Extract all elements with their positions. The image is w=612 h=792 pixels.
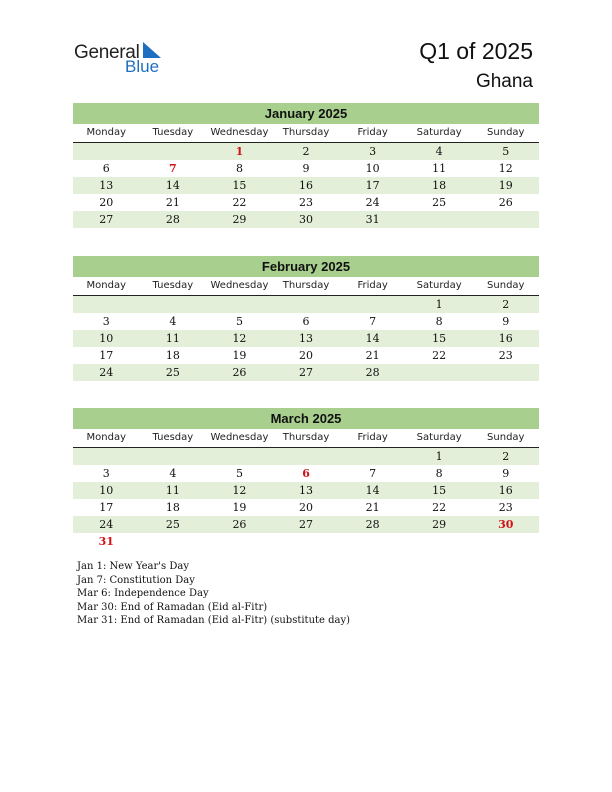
day-cell: 8 <box>435 467 443 480</box>
day-cell: 2 <box>502 298 510 311</box>
weekday-label: Monday <box>86 432 127 443</box>
page-title: Q1 of 2025 <box>419 38 533 64</box>
weekday-header-row <box>73 277 539 296</box>
week-row <box>73 516 539 533</box>
logo-general-text: General <box>74 42 140 63</box>
day-cell: 1 <box>235 145 244 158</box>
day-cell: 15 <box>432 332 447 345</box>
week-row <box>73 347 539 364</box>
week-row <box>73 313 539 330</box>
day-cell: 22 <box>432 349 447 362</box>
day-cell: 21 <box>365 349 380 362</box>
month-title: February 2025 <box>73 256 539 277</box>
day-cell: 9 <box>302 162 310 175</box>
day-cell <box>206 296 273 313</box>
day-cell: 8 <box>435 315 443 328</box>
week-row <box>73 177 539 194</box>
day-cell: 8 <box>235 162 243 175</box>
day-cell <box>73 143 140 160</box>
day-cell <box>140 143 207 160</box>
day-cell <box>73 296 140 313</box>
day-cell: 27 <box>99 213 114 226</box>
month-title: March 2025 <box>73 408 539 429</box>
day-cell: 23 <box>299 196 314 209</box>
day-cell: 5 <box>502 145 510 158</box>
week-row <box>73 296 539 313</box>
day-cell: 3 <box>102 467 110 480</box>
day-cell: 7 <box>369 467 377 480</box>
day-cell <box>73 448 140 465</box>
week-row <box>73 143 539 160</box>
day-cell: 6 <box>302 467 310 480</box>
weekday-label: Saturday <box>416 432 462 443</box>
week-row <box>73 194 539 211</box>
day-cell: 3 <box>369 145 377 158</box>
weekday-header-row <box>73 124 539 143</box>
logo <box>74 40 174 80</box>
week-row <box>73 364 539 381</box>
day-cell: 13 <box>299 484 314 497</box>
weekday-label: Wednesday <box>210 432 269 443</box>
day-cell: 25 <box>165 366 180 379</box>
day-cell: 26 <box>232 518 247 531</box>
day-cell: 21 <box>365 501 380 514</box>
day-cell <box>339 533 406 550</box>
day-cell <box>206 448 273 465</box>
country-name: Ghana <box>475 71 533 92</box>
weekday-label: Friday <box>357 432 388 443</box>
day-cell: 1 <box>435 298 443 311</box>
day-cell: 13 <box>99 179 114 192</box>
day-cell: 26 <box>232 366 247 379</box>
day-cell: 1 <box>435 450 443 463</box>
day-cell: 24 <box>365 196 380 209</box>
day-cell: 12 <box>232 484 247 497</box>
day-cell <box>406 364 473 381</box>
holiday-note: Jan 1: New Year's Day <box>77 561 189 572</box>
day-cell: 15 <box>232 179 247 192</box>
day-cell: 11 <box>165 484 180 497</box>
day-cell: 28 <box>165 213 180 226</box>
day-cell: 7 <box>369 315 377 328</box>
day-cell: 27 <box>299 518 314 531</box>
logo-blue-text: Blue <box>125 57 160 76</box>
day-cell: 2 <box>502 450 510 463</box>
day-cell: 31 <box>98 535 114 548</box>
holiday-note: Mar 31: End of Ramadan (Eid al-Fitr) (substitute day) <box>77 615 351 627</box>
weekday-label: Sunday <box>487 127 525 138</box>
day-cell: 3 <box>102 315 110 328</box>
day-cell <box>472 211 539 228</box>
day-cell <box>406 211 473 228</box>
week-row <box>73 482 539 499</box>
weekday-label: Monday <box>86 280 127 291</box>
day-cell: 29 <box>432 518 447 531</box>
day-cell: 28 <box>365 518 380 531</box>
day-cell <box>206 533 273 550</box>
weekday-label: Tuesday <box>152 432 194 443</box>
day-cell: 19 <box>232 501 247 514</box>
day-cell: 23 <box>498 501 513 514</box>
weekday-label: Thursday <box>282 432 330 443</box>
day-cell <box>273 296 340 313</box>
weekday-label: Sunday <box>487 280 525 291</box>
day-cell: 14 <box>365 484 380 497</box>
day-cell: 17 <box>99 501 114 514</box>
day-cell: 24 <box>99 518 114 531</box>
day-cell: 20 <box>99 196 114 209</box>
day-cell: 24 <box>99 366 114 379</box>
day-cell <box>140 533 207 550</box>
weekday-label: Tuesday <box>152 280 194 291</box>
day-cell: 19 <box>498 179 513 192</box>
day-cell: 30 <box>299 213 314 226</box>
holiday-note: Mar 30: End of Ramadan (Eid al-Fitr) <box>77 601 268 613</box>
day-cell <box>472 533 539 550</box>
day-cell: 22 <box>432 501 447 514</box>
day-cell: 18 <box>165 501 180 514</box>
day-cell: 12 <box>232 332 247 345</box>
day-cell: 30 <box>498 518 514 531</box>
day-cell: 14 <box>365 332 380 345</box>
weekday-label: Saturday <box>416 127 462 138</box>
day-cell: 7 <box>169 162 177 175</box>
day-cell: 5 <box>235 467 243 480</box>
weekday-label: Thursday <box>282 127 330 138</box>
day-cell: 23 <box>498 349 513 362</box>
day-cell: 10 <box>99 332 114 345</box>
month-title: January 2025 <box>73 103 539 124</box>
week-row <box>73 448 539 465</box>
holiday-note: Mar 6: Independence Day <box>77 588 209 600</box>
day-cell: 9 <box>502 467 510 480</box>
day-cell: 28 <box>365 366 380 379</box>
day-cell: 25 <box>432 196 447 209</box>
day-cell: 16 <box>498 484 513 497</box>
day-cell: 11 <box>165 332 180 345</box>
week-row <box>73 160 539 177</box>
day-cell <box>140 448 207 465</box>
day-cell: 9 <box>502 315 510 328</box>
day-cell: 15 <box>432 484 447 497</box>
week-row <box>73 465 539 482</box>
week-row <box>73 211 539 228</box>
weekday-label: Tuesday <box>152 127 194 138</box>
day-cell: 31 <box>365 213 380 226</box>
day-cell: 4 <box>435 145 443 158</box>
weekday-label: Friday <box>357 127 388 138</box>
week-row <box>73 330 539 347</box>
day-cell: 6 <box>302 315 310 328</box>
day-cell: 21 <box>165 196 180 209</box>
day-cell <box>273 533 340 550</box>
day-cell <box>140 296 207 313</box>
day-cell: 19 <box>232 349 247 362</box>
weekday-label: Wednesday <box>210 280 269 291</box>
day-cell: 4 <box>169 315 177 328</box>
day-cell: 29 <box>232 213 247 226</box>
day-cell: 22 <box>232 196 247 209</box>
month-calendar-january <box>73 103 539 228</box>
week-row <box>73 533 539 550</box>
day-cell <box>472 364 539 381</box>
day-cell: 18 <box>165 349 180 362</box>
month-calendar-february <box>73 256 539 381</box>
day-cell: 16 <box>498 332 513 345</box>
day-cell: 18 <box>432 179 447 192</box>
month-calendar-march <box>73 408 539 550</box>
day-cell: 13 <box>299 332 314 345</box>
day-cell: 26 <box>498 196 513 209</box>
day-cell: 12 <box>498 162 513 175</box>
day-cell: 4 <box>169 467 177 480</box>
day-cell <box>406 533 473 550</box>
weekday-header-row <box>73 429 539 448</box>
weekday-label: Monday <box>86 127 127 138</box>
weekday-label: Saturday <box>416 280 462 291</box>
day-cell: 17 <box>99 349 114 362</box>
holiday-note: Jan 7: Constitution Day <box>77 574 195 586</box>
weekday-label: Thursday <box>282 280 330 291</box>
day-cell <box>273 448 340 465</box>
weekday-label: Sunday <box>487 432 525 443</box>
day-cell: 2 <box>302 145 310 158</box>
day-cell: 14 <box>165 179 180 192</box>
day-cell: 27 <box>299 366 314 379</box>
day-cell: 6 <box>102 162 110 175</box>
day-cell: 10 <box>99 484 114 497</box>
day-cell: 10 <box>365 162 380 175</box>
day-cell: 11 <box>432 162 447 175</box>
day-cell: 20 <box>299 501 314 514</box>
day-cell: 16 <box>299 179 314 192</box>
holiday-notes <box>77 560 350 628</box>
week-row <box>73 499 539 516</box>
weekday-label: Friday <box>357 280 388 291</box>
day-cell: 5 <box>235 315 243 328</box>
day-cell: 25 <box>165 518 180 531</box>
weekday-label: Wednesday <box>210 127 269 138</box>
day-cell <box>339 296 406 313</box>
day-cell <box>339 448 406 465</box>
day-cell: 20 <box>299 349 314 362</box>
day-cell: 17 <box>365 179 380 192</box>
